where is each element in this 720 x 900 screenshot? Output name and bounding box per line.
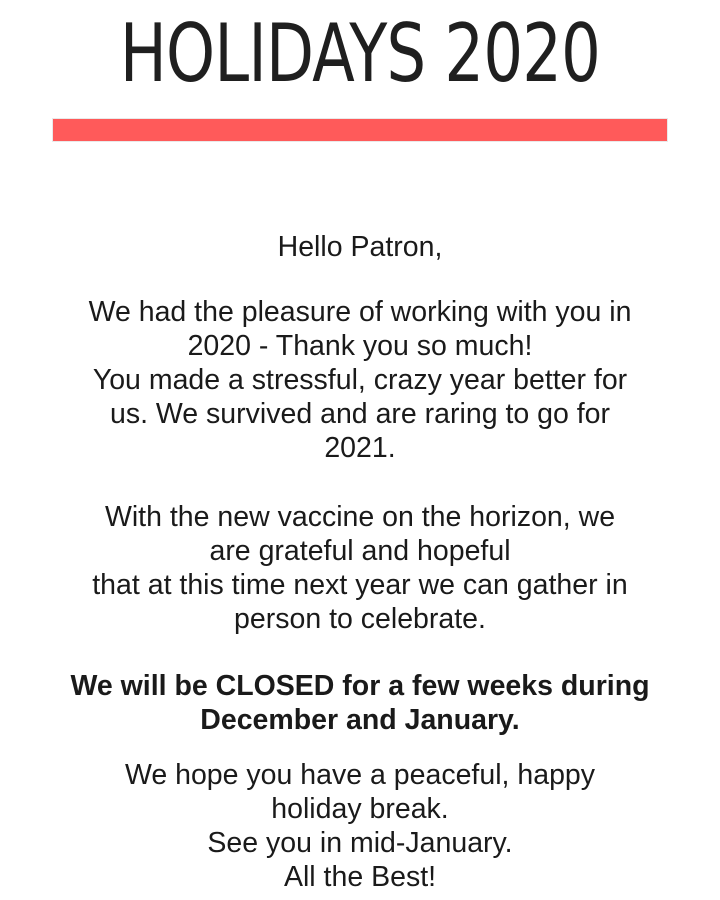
closing-line: We hope you have a peaceful, happy [124, 759, 596, 791]
paragraph-line: 2021. [324, 432, 396, 464]
paragraph-line: You made a stressful, crazy year better for [92, 364, 628, 396]
closing-line: All the Best! [283, 861, 437, 893]
closed-notice-line: We will be CLOSED for a few weeks during [70, 670, 650, 702]
paragraph-line: us. We survived and are raring to go for [109, 398, 611, 430]
red-divider-bar [52, 118, 668, 142]
paragraph-line: are grateful and hopeful [209, 535, 511, 567]
paragraph-line: With the new vaccine on the horizon, we [104, 501, 616, 533]
vaccine-paragraph [40, 500, 680, 636]
closed-notice [40, 669, 680, 737]
closing-line: See you in mid-January. [207, 827, 513, 859]
greeting [40, 230, 680, 264]
page-title: HOLIDAYS 2020 [119, 7, 601, 100]
greeting-line: Hello Patron, [277, 231, 443, 263]
closed-notice-line: December and January. [200, 704, 520, 736]
thank-you-paragraph [40, 295, 680, 465]
paragraph-line: that at this time next year we can gather in [92, 569, 628, 601]
paragraph-line: We had the pleasure of working with you in [88, 296, 632, 328]
paragraph-line: 2020 - Thank you so much! [187, 330, 533, 362]
paragraph-line: person to celebrate. [234, 603, 486, 635]
closing-paragraph [40, 758, 680, 894]
closing-line: holiday break. [271, 793, 449, 825]
